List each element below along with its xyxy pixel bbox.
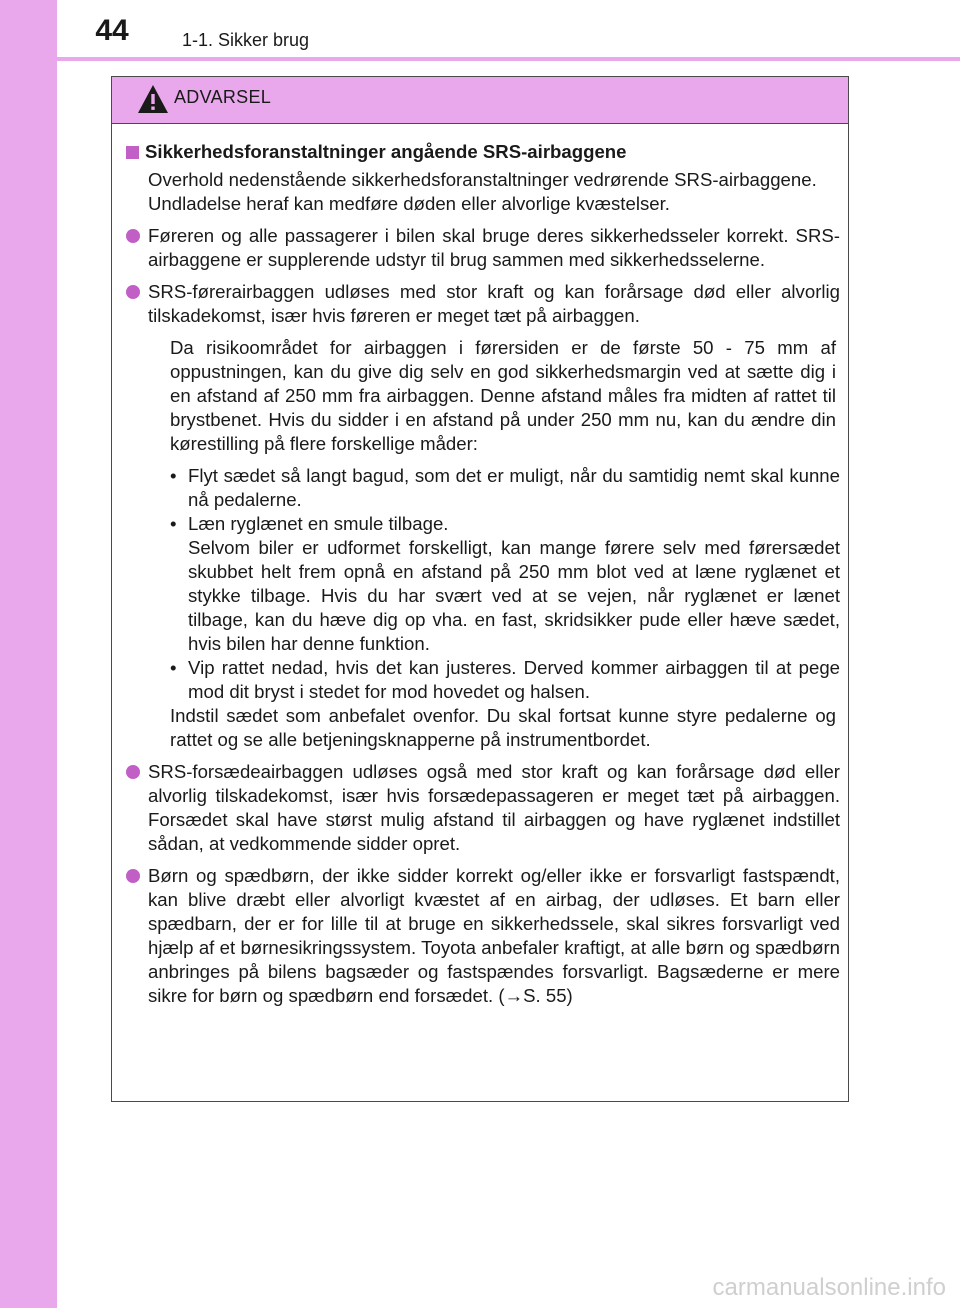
round-bullet-icon <box>126 869 140 883</box>
bullet-text: Børn og spædbørn, der ikke sidder korrekt og/eller ikke er forsvarligt fastspændt, kan blive dræbt eller alvorligt kvæstet af en airbag, der udløses. Et barn eller spædbarn, der er for lille til at bruge en sikkerhedssele, skal sikres forsvarligt ved hjælp af et børnesikringssystem. Toyota anbefaler kraftigt, at alle børn og spædbørn anbringes på bilens bagsæder og fastspændes forsvarligt. Bagsæderne er mere sikre for børn og spædbørn end forsædet. (→S. 55) <box>148 865 840 1006</box>
sub-item-text: Flyt sædet så langt bagud, som det er muligt, når du samtidig nemt skal kunne nå pedalerne. <box>188 465 840 510</box>
sub-bullet: • <box>170 657 177 678</box>
sub-item-text: Vip rattet nedad, hvis det kan justeres. Derved kommer airbaggen til at pege mod dit bryst i stedet for mod hovedet og halsen. <box>188 657 840 702</box>
warning-triangle-icon <box>136 83 170 115</box>
round-bullet-icon <box>126 285 140 299</box>
bullet-item <box>126 864 840 1008</box>
bullet-text: SRS-førerairbaggen udløses med stor kraft og kan forårsage død eller alvorlig tilskadekomst, især hvis føreren er meget tæt på airbaggen. <box>148 281 840 326</box>
topic-title: Sikkerhedsforanstaltninger angående SRS-airbaggene <box>145 141 627 162</box>
watermark: carmanualsonline.info <box>712 1274 946 1301</box>
intro-paragraph-2: Undladelse heraf kan medføre døden eller alvorlige kvæstelser. <box>148 193 670 214</box>
section-title: 1-1. Sikker brug <box>182 30 310 50</box>
bullet-text: SRS-forsædeairbaggen udløses også med stor kraft og kan forårsage død eller alvorlig tilskadekomst, især hvis forsædepassageren er meget tæt på airbaggen. Forsædet skal have størst mulig afstand til airbaggen og have ryglænet indstillet sådan, at vedkommende sidder opret. <box>148 761 840 854</box>
bullet-item <box>126 760 840 856</box>
topic-heading <box>126 140 840 164</box>
warning-box <box>111 76 849 1102</box>
sub-list-item <box>170 464 840 512</box>
distance-note: Da risikoområdet for airbaggen i førersiden er de første 50 - 75 mm af oppustningen, kan du give dig selv en god sikkerhedsmargin ved at sætte dig i en afstand af 250 mm fra airbaggen. Denne afstand måles fra midten af rattet til brystbenet. Hvis du sidder i en afstand på under 250 mm nu, kan du ændre din kørestilling på flere forskellige måder: <box>170 337 836 454</box>
side-color-strip <box>0 0 57 1308</box>
bullet-text: Føreren og alle passagerer i bilen skal bruge deres sikkerhedsseler korrekt. SRS-airbaggene er supplerende udstyr til brug sammen med sikkerhedsselerne. <box>148 225 840 270</box>
round-bullet-icon <box>126 229 140 243</box>
warning-content <box>112 124 848 1008</box>
page-number: 44 <box>95 14 129 47</box>
warning-label: ADVARSEL <box>174 87 272 107</box>
header-rule <box>57 57 960 61</box>
sub-item-text <box>188 512 840 656</box>
sub-list-item <box>170 512 840 656</box>
intro-paragraph: Overhold nedenstående sikkerhedsforanstaltninger vedrørende SRS-airbaggene. <box>148 169 817 190</box>
sub-item-detail: Selvom biler er udformet forskelligt, kan mange førere selv med førersædet skubbet helt frem opnå en afstand på 250 mm blot ved at læne ryglænet et stykke tilbage. Hvis du har svært ved at se vejen, når ryglænet er lænet tilbage, kan du hæve dig op vha. en fast, skridsikker pude eller hæve sædet, hvis bilen har denne funktion. <box>188 537 840 654</box>
warning-header <box>112 77 848 124</box>
seat-adjust-note: Indstil sædet som anbefalet ovenfor. Du skal fortsat kunne styre pedalerne og rattet og se alle betjeningsknapperne på instrumentbordet. <box>170 705 836 750</box>
sub-bullet: • <box>170 465 177 486</box>
sub-list-item <box>170 656 840 704</box>
sub-list <box>170 464 840 704</box>
bullet-item <box>126 280 840 328</box>
sub-bullet: • <box>170 513 177 534</box>
bullet-item <box>126 224 840 272</box>
square-bullet-icon <box>126 146 139 159</box>
round-bullet-icon <box>126 765 140 779</box>
sub-item-line: Læn ryglænet en smule tilbage. <box>188 513 449 534</box>
